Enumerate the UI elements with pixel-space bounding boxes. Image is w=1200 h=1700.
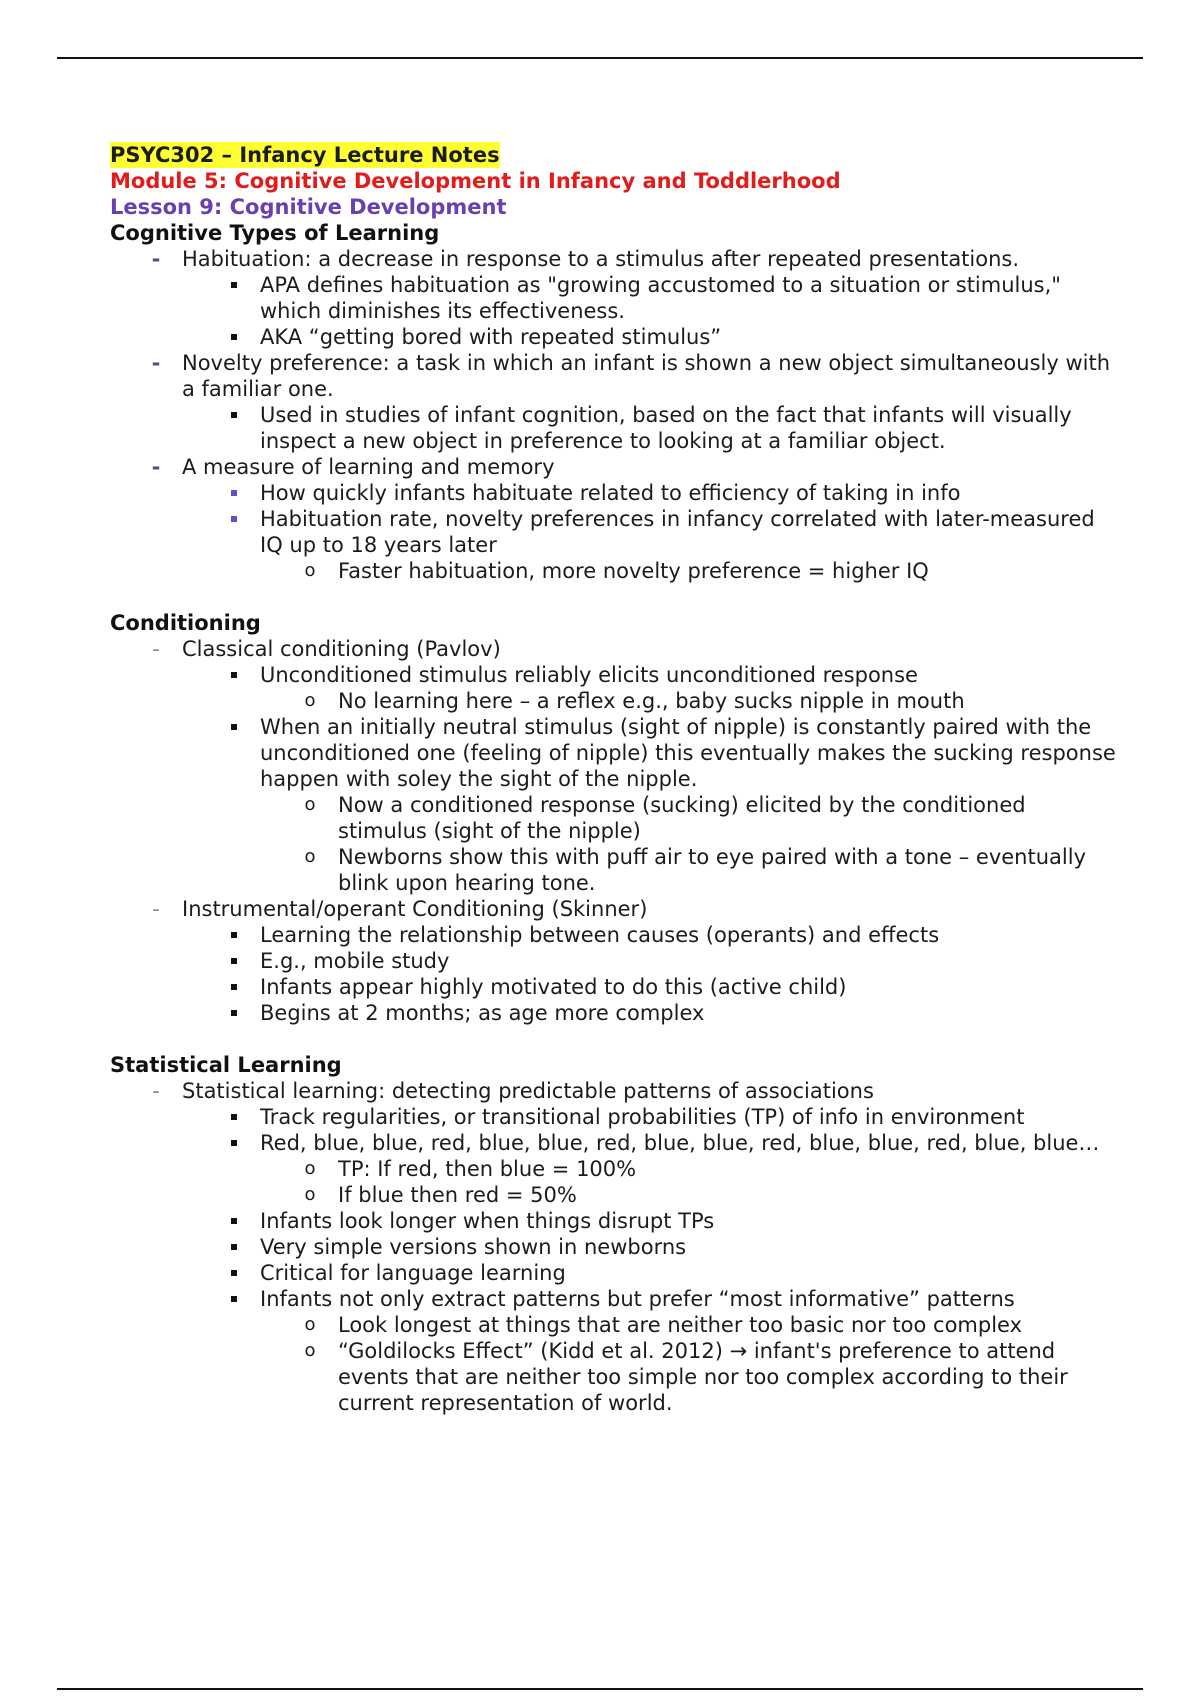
dash-bullet-icon [146,350,166,376]
list-item: o Newborns show this with puff air to eye paired with a tone – eventually blink upon hearing tone. [110,844,1120,896]
list-item: E.g., mobile study [260,949,450,973]
circle-bullet-icon [300,844,320,870]
list-item: - Habituation: a decrease in response to a stimulus after repeated presentations. [110,246,1120,272]
list-item: Track regularities, or transitional probabilities (TP) of info in environment [260,1105,1025,1129]
list-item: o TP: If red, then blue = 100% [110,1156,1120,1182]
list-item: - Classical conditioning (Pavlov) [110,636,1120,662]
list-item: Begins at 2 months; as age more complex [260,1001,705,1025]
dash-bullet-icon [146,636,166,662]
list-item: Used in studies of infant cognition, based on the fact that infants will visually inspect a new object in preference to looking at a familiar object. [260,403,1072,453]
list-item: Unconditioned stimulus reliably elicits unconditioned response [260,663,918,687]
document-body [110,142,1120,1416]
list-item: o Look longest at things that are neither too basic nor too complex [110,1312,1120,1338]
circle-bullet-icon [300,1338,320,1364]
circle-bullet-icon [300,792,320,818]
bottom-rule [57,1688,1143,1690]
list-item: Red, blue, blue, red, blue, blue, red, blue, blue, red, blue, blue, red, blue, blue… [260,1131,1100,1155]
list-item: APA defines habituation as "growing accustomed to a situation or stimulus," which diminishes its effectiveness. [260,273,1061,323]
list-item: How quickly infants habituate related to efficiency of taking in info [260,481,961,505]
module-title: Module 5: Cognitive Development in Infancy and Toddlerhood [110,169,841,193]
list-item: - Statistical learning: detecting predictable patterns of associations [110,1078,1120,1104]
dash-bullet-icon [146,896,166,922]
section-heading-cognitive-types: Cognitive Types of Learning [110,221,440,245]
list-item: - Novelty preference: a task in which an infant is shown a new object simultaneously with a familiar one. [110,350,1120,402]
circle-bullet-icon [300,558,320,584]
dash-bullet-icon [146,246,166,272]
list-item: Infants not only extract patterns but prefer “most informative” patterns [260,1287,1015,1311]
list-item: o Now a conditioned response (sucking) elicited by the conditioned stimulus (sight of the nipple) [110,792,1120,844]
list-item: o If blue then red = 50% [110,1182,1120,1208]
lesson-title: Lesson 9: Cognitive Development [110,195,507,219]
list-item: Critical for language learning [260,1261,566,1285]
list-item: When an initially neutral stimulus (sight of nipple) is constantly paired with the unconditioned one (feeling of nipple) this eventually makes the sucking response happen with soley the sight of the nipple. [260,715,1116,791]
section-heading-conditioning: Conditioning [110,611,261,635]
list-item: o Faster habituation, more novelty preference = higher IQ [110,558,1120,584]
circle-bullet-icon [300,1182,320,1208]
circle-bullet-icon [300,1312,320,1338]
dash-bullet-icon [146,1078,166,1104]
circle-bullet-icon [300,688,320,714]
circle-bullet-icon [300,1156,320,1182]
dash-bullet-icon [146,454,166,480]
list-item: Infants appear highly motivated to do this (active child) [260,975,847,999]
list-item: Habituation rate, novelty preferences in infancy correlated with later-measured IQ up to 18 years later [260,507,1095,557]
list-item: - Instrumental/operant Conditioning (Skinner) [110,896,1120,922]
list-item: AKA “getting bored with repeated stimulus” [260,325,722,349]
course-title: PSYC302 – Infancy Lecture Notes [110,143,500,167]
list-item: - A measure of learning and memory [110,454,1120,480]
list-item: Infants look longer when things disrupt TPs [260,1209,715,1233]
list-item: o “Goldilocks Effect” (Kidd et al. 2012) → infant's preference to attend events that are neither too simple nor too complex according to their current representation of world. [110,1338,1120,1416]
list-item: Very simple versions shown in newborns [260,1235,687,1259]
list-item: Learning the relationship between causes (operants) and effects [260,923,940,947]
top-rule [57,57,1143,59]
list-item: o No learning here – a reflex e.g., baby sucks nipple in mouth [110,688,1120,714]
section-heading-statistical-learning: Statistical Learning [110,1053,342,1077]
